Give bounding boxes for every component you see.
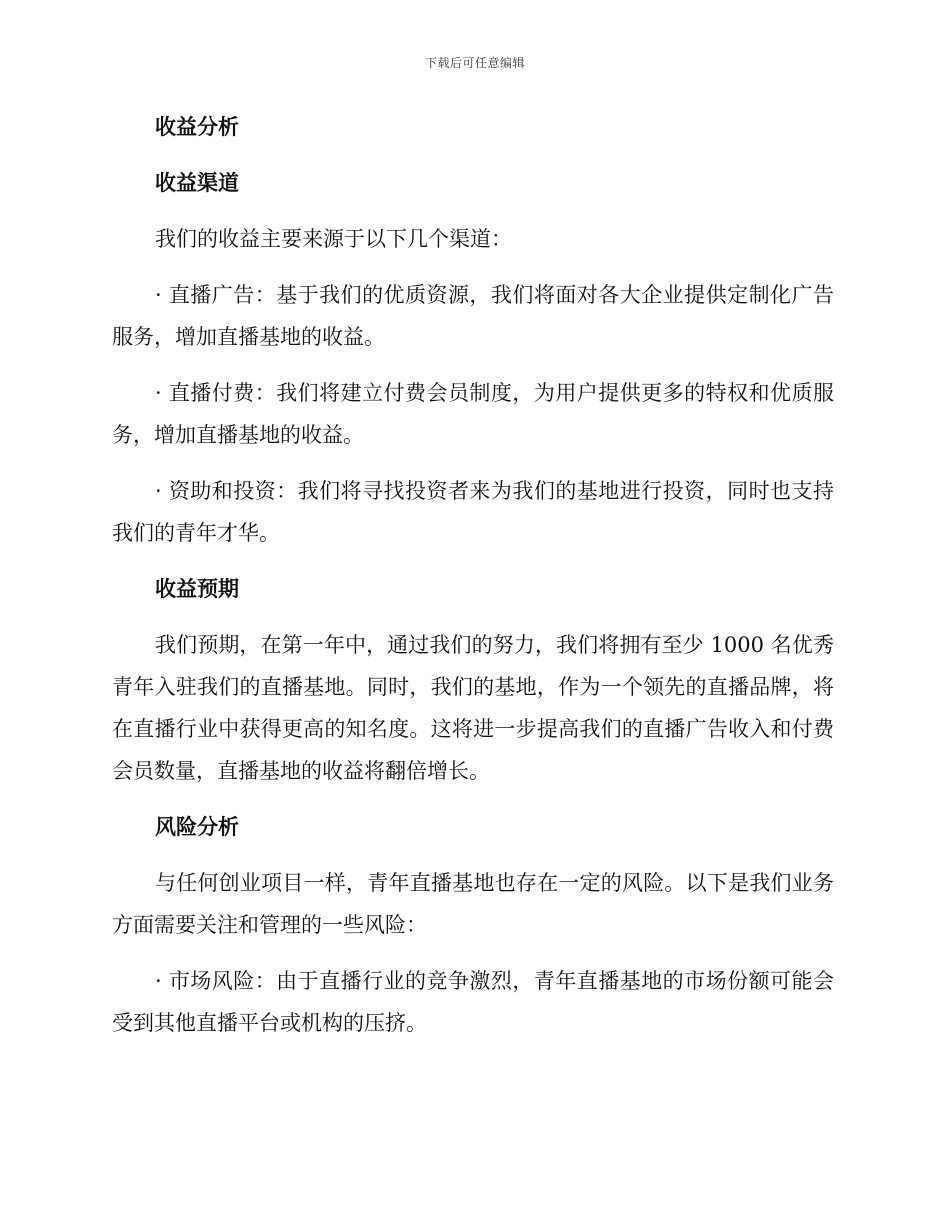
channels-intro-paragraph: 我们的收益主要来源于以下几个渠道： — [155, 227, 512, 251]
page-header: 下载后可任意编辑 — [424, 56, 525, 70]
heading-revenue-analysis: 收益分析 — [155, 115, 239, 139]
document-body — [112, 106, 834, 1058]
risk-intro-paragraph: 与任何创业项目一样，青年直播基地也存在一定的风险。以下是我们业务方面需要关注和管理的一些风险： — [112, 871, 834, 937]
expectation-paragraph: 我们预期，在第一年中，通过我们的努力，我们将拥有至少 1000 名优秀青年入驻我们的直播基地。同时，我们的基地，作为一个领先的直播品牌，将在直播行业中获得更高的知名度。这将进一步提高我们的直播广告收入和付费会员数量，直播基地的收益将翻倍增长。 — [112, 633, 834, 783]
heading-revenue-channels: 收益渠道 — [155, 171, 239, 195]
heading-risk-analysis: 风险分析 — [155, 815, 239, 839]
channel-item-live-paid: · 直播付费：我们将建立付费会员制度，为用户提供更多的特权和优质服务，增加直播基地的收益。 — [112, 381, 834, 447]
risk-item-market: · 市场风险：由于直播行业的竞争激烈，青年直播基地的市场份额可能会受到其他直播平台或机构的压挤。 — [112, 969, 834, 1035]
heading-revenue-expectation: 收益预期 — [155, 577, 239, 601]
channel-item-live-ads: · 直播广告：基于我们的优质资源，我们将面对各大企业提供定制化广告服务，增加直播基地的收益。 — [112, 283, 834, 349]
channel-item-funding-investment: · 资助和投资：我们将寻找投资者来为我们的基地进行投资，同时也支持我们的青年才华。 — [112, 479, 834, 545]
